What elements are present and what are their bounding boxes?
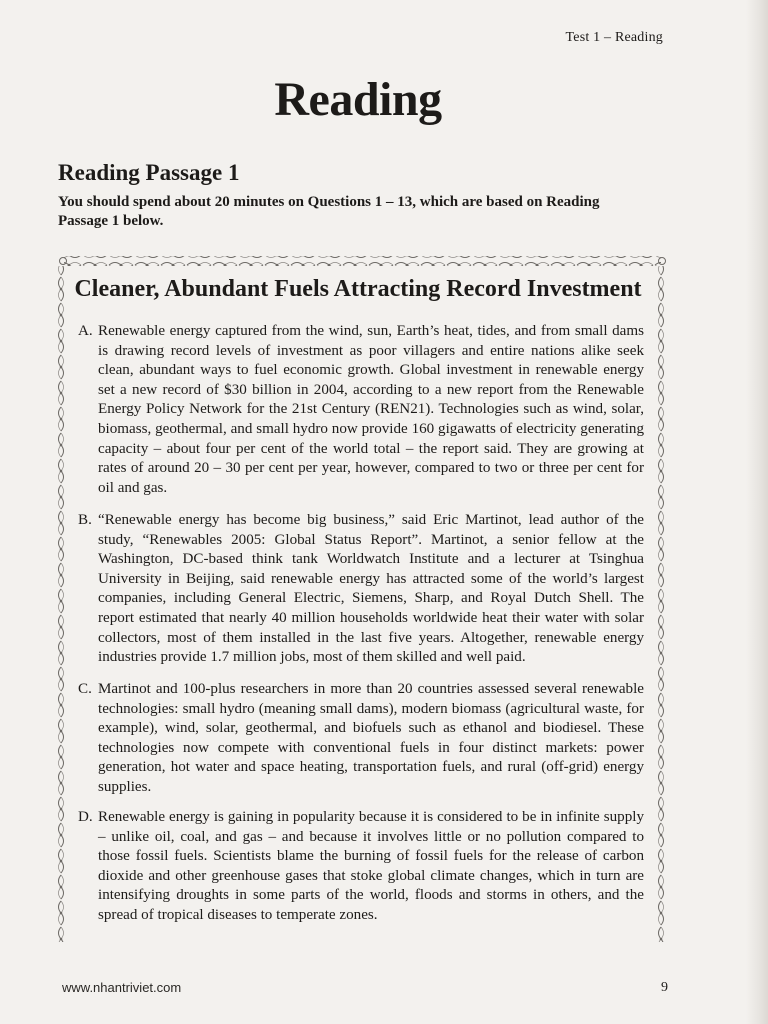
paragraph-letter: C.: [78, 681, 92, 697]
running-header: Test 1 – Reading: [565, 30, 663, 45]
paragraph-text: Renewable energy captured from the wind, sun, Earth’s heat, tides, and from small dams is drawing record levels of investment as poor villagers and entire nations alike seek clean, abundant ways to fuel economic growth. Global investment in renewable energy set a new record of $30 billion in 2004, according to a new report from the Renewable Energy Policy Network for the 21st Century (REN21). Technologies such as wind, solar, biomass, geothermal, and small hydro now provide 160 gigawatts of electricity generating capacity – about four per cent of the world total – the report said. They are growing at rates of around 20 – 30 per cent per year, however, compared to two or three per cent for oil and gas.: [98, 323, 644, 496]
paragraph-text: Renewable energy is gaining in popularity because it is considered to be in infinite supply – unlike oil, coal, and gas – and because it involves little or no pollution compared to those fossil fuels. Scientists blame the burning of fossil fuels for the release of carbon dioxide and other greenhouse gases that stoke global climate changes, which in turn are intensifying droughts in some parts of the world, floods and storms in others, and the spread of tropical diseases to temperate zones.: [98, 809, 644, 923]
paragraph-letter: B.: [78, 512, 92, 528]
page-title: Reading: [274, 73, 442, 126]
paragraph-letter: A.: [78, 323, 93, 339]
paragraph-c: [78, 680, 644, 798]
paragraph-d: [78, 808, 644, 926]
paragraph-a: [78, 322, 644, 498]
footer-url: www.nhantriviet.com: [62, 980, 182, 995]
page-edge-shadow: [746, 0, 768, 1024]
instructions-text: You should spend about 20 minutes on Questions 1 – 13, which are based on Reading Passage 1 below.: [58, 194, 600, 229]
paragraph-text: Martinot and 100-plus researchers in more than 20 countries assessed several renewable technologies: small hydro (meaning small dams), modern biomass (agricultural waste, for example), wind, solar, geothermal, and biofuels such as ethanol and biodiesel. These technologies now compete with conventional fuels in four distinct markets: power generation, hot water and space heating, transportation fuels, and rural (off-grid) energy supplies.: [98, 681, 644, 795]
paragraph-letter: D.: [78, 809, 93, 825]
paragraph-b: [78, 511, 644, 668]
paragraph-text: “Renewable energy has become big business,” said Eric Martinot, lead author of the study, “Renewables 2005: Global Status Report”. Martinot, a senior fellow at the Washington, DC-based think tank Worldwatch Institute and a lecturer at Tsinghua University in Beijing, said renewable energy has attracted some of the world’s largest companies, including General Electric, Siemens, Sharp, and Royal Dutch Shell. The report estimated that nearly 40 million households worldwide heat their water with solar collectors, most of them installed in the last five years. Altogether, renewable energy industries provide 1.7 million jobs, most of them skilled and well paid.: [98, 512, 644, 666]
passage-heading: Reading Passage 1: [58, 160, 240, 185]
page-number: 9: [661, 980, 668, 995]
article-title: Cleaner, Abundant Fuels Attracting Record Investment: [74, 276, 642, 302]
